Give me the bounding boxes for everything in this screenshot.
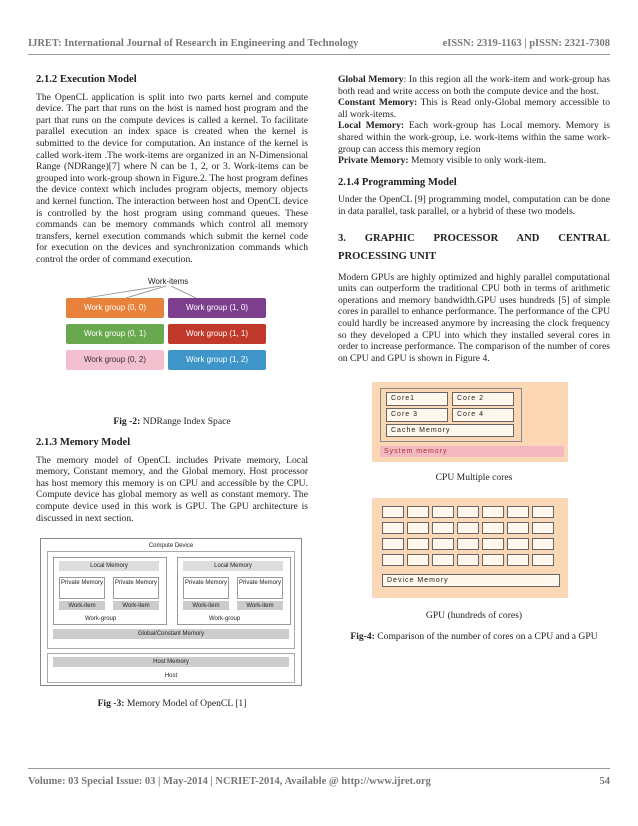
gpu-core xyxy=(482,554,504,566)
fig3-caption xyxy=(36,698,308,710)
work-item-b2: Work-item xyxy=(237,601,283,610)
local-memory-text: Each work-group has Local memory. Memory is shared within the work-group, i.e. work-items within the same work-group can access this memory region xyxy=(338,120,610,155)
gpu-core xyxy=(532,506,554,518)
compute-device-label: Compute Device xyxy=(148,543,194,550)
work-item-a1: Work-item xyxy=(59,601,105,610)
core-4: Core 4 xyxy=(452,408,514,422)
heading-section-3-line1: 3. GRAPHIC PROCESSOR AND CENTRAL xyxy=(338,232,610,244)
fig2-caption-text: NDRange Index Space xyxy=(140,415,231,427)
work-group-0-1: Work group (0, 1) xyxy=(66,324,164,344)
gpu-core xyxy=(457,554,479,566)
gpu-caption: GPU (hundreds of cores) xyxy=(425,609,523,621)
gpu-core xyxy=(407,522,429,534)
gpu-core xyxy=(407,506,429,518)
fig4-caption-text: Comparison of the number of cores on a CPU and a GPU xyxy=(374,631,598,643)
local-memory-def xyxy=(338,120,610,155)
fig2-caption xyxy=(36,416,308,428)
gpu-core xyxy=(457,506,479,518)
gpu-core xyxy=(407,538,429,550)
gpu-core xyxy=(507,506,529,518)
gpu-core xyxy=(532,538,554,550)
private-memory-text: Memory visible to only work-item. xyxy=(408,155,547,167)
right-column xyxy=(338,74,610,643)
heading-section-3 xyxy=(338,230,610,266)
work-group-0-0: Work group (0, 0) xyxy=(66,298,164,318)
heading-programming-model: 2.1.4 Programming Model xyxy=(338,176,457,188)
constant-memory-term: Constant Memory: xyxy=(338,97,418,109)
paragraph-programming-model: Under the OpenCL [9] programming model, computation can be done in data parallel, task parallel, or a hybrid of these two models. xyxy=(338,194,610,217)
header-divider xyxy=(28,54,610,55)
gpu-core xyxy=(532,522,554,534)
gpu-core xyxy=(457,522,479,534)
constant-memory-def xyxy=(338,97,610,120)
device-memory: Device Memory xyxy=(382,574,560,587)
private-memory-term: Private Memory: xyxy=(338,155,409,167)
fig4-caption xyxy=(338,631,610,643)
fig4-caption-label: Fig-4: xyxy=(350,631,375,643)
gpu-core xyxy=(382,506,404,518)
local-memory-b: Local Memory xyxy=(183,561,283,571)
figure-ndrange xyxy=(66,276,266,380)
gpu-core xyxy=(482,522,504,534)
paragraph-execution-model: The OpenCL application is split into two parts kernel and compute device. The part that runs on the host is named host program and the part that runs on the compute devices is called a kernel. To facilitate parallel execution an index space is created when the kernel is submitted to the device for computation. An instance of the kernel is called work-item .The work-items are organized in an N-Dimensional Range (NDRange)[7] where N can be 1, 2, or 3. Work-items can be grouped into work-group shown in Figure.2. The host program defines the device context which includes program objects, memory objects and kernel function. The interaction between host and OpenCL device is controlled by the host program using command queues. These commands can be memory commands which control all memory transfers, kernel execution commands which submit the kernel code for execution on the devices and synchronization commands which control the order of command execution. xyxy=(36,91,308,265)
local-memory-term: Local Memory: xyxy=(338,120,405,132)
cache-memory: Cache Memory xyxy=(386,424,514,437)
gpu-core xyxy=(507,538,529,550)
figure-gpu xyxy=(372,498,568,598)
private-memory-a1: Private Memory xyxy=(59,577,105,599)
global-memory-term: Global Memory xyxy=(338,74,404,85)
gpu-core xyxy=(482,506,504,518)
fig3-caption-text: Memory Model of OpenCL [1] xyxy=(124,698,247,710)
gpu-core xyxy=(407,554,429,566)
work-group-1-0: Work group (1, 0) xyxy=(168,298,266,318)
work-group-label-b: Work-group xyxy=(209,616,241,623)
page-number: 54 xyxy=(599,776,610,787)
global-memory-text: : In this region all the work-item and work-group has both read and write access on both the compute device and the host. xyxy=(338,74,611,97)
page-header xyxy=(28,38,610,49)
journal-name: IJRET: International Journal of Research in Engineering and Technology xyxy=(28,38,359,49)
footer-divider xyxy=(28,768,610,769)
page-footer xyxy=(28,776,610,787)
gpu-core xyxy=(532,554,554,566)
gpu-core xyxy=(432,506,454,518)
paragraph-section-3: Modern GPUs are highly optimized and highly parallel computational units can outperform the traditional CPU both in terms of arithmetic operations and memory bandwidth.GPU uses hundreds [5] of simple cores in parallel to enhance performance. The performance of the CPU could hardly be increased anymore by increasing the clock frequency so they developed a CPU into which they installed several cores in order to increase performance. The comparison of the number of cores on CPU and GPU is shown in Figure 4. xyxy=(338,271,610,364)
heading-execution-model: 2.1.2 Execution Model xyxy=(36,74,137,85)
local-memory-a: Local Memory xyxy=(59,561,159,571)
global-memory-def xyxy=(338,74,610,97)
system-memory: System memory xyxy=(380,446,564,457)
gpu-core xyxy=(382,538,404,550)
gpu-core xyxy=(432,554,454,566)
gpu-core xyxy=(507,554,529,566)
gpu-core xyxy=(457,538,479,550)
global-constant-memory: Global/Constant Memory xyxy=(53,629,289,639)
work-group-0-2: Work group (0, 2) xyxy=(66,350,164,370)
work-group-1-1: Work group (1, 1) xyxy=(168,324,266,344)
work-items-label: Work-items xyxy=(148,276,189,286)
paragraph-memory-model: The memory model of OpenCL includes Private memory, Local memory, Constant memory, and the Global memory. Host processor has host memory this memory is on CPU and accessible by the CPU. Compute device has global memory as well as constant memory. The compute device used in this work is GPU. The GPU architecture is discussed in next section. xyxy=(36,454,308,524)
work-group-1-2: Work group (1, 2) xyxy=(168,350,266,370)
fig2-caption-label: Fig -2: xyxy=(113,415,141,427)
core-1: Core1 xyxy=(386,392,448,406)
issn: eISSN: 2319-1163 | pISSN: 2321-7308 xyxy=(442,38,610,49)
gpu-core xyxy=(382,522,404,534)
work-item-a2: Work-item xyxy=(113,601,159,610)
private-memory-b1: Private Memory xyxy=(183,577,229,599)
footer-volume: Volume: 03 Special Issue: 03 | May-2014 | NCRIET-2014, Available @ http://www.ijret.org xyxy=(28,776,431,787)
fig3-caption-label: Fig -3: xyxy=(97,698,125,710)
private-memory-def xyxy=(338,155,610,167)
host-memory: Host Memory xyxy=(53,657,289,667)
gpu-core xyxy=(432,538,454,550)
heading-section-3-line2: PROCESSING UNIT xyxy=(338,250,437,262)
host-label: Host xyxy=(164,673,178,680)
work-item-b1: Work-item xyxy=(183,601,229,610)
left-column xyxy=(36,74,308,710)
work-group-label-a: Work-group xyxy=(85,616,117,623)
heading-memory-model: 2.1.3 Memory Model xyxy=(36,437,131,449)
private-memory-a2: Private Memory xyxy=(113,577,159,599)
constant-memory-text: This is Read only-Global memory accessible to all work-items. xyxy=(338,97,610,120)
gpu-core xyxy=(432,522,454,534)
figure-cpu xyxy=(372,382,568,462)
gpu-core xyxy=(507,522,529,534)
private-memory-b2: Private Memory xyxy=(237,577,283,599)
gpu-core xyxy=(482,538,504,550)
cpu-caption: CPU Multiple cores xyxy=(435,472,513,484)
core-3: Core 3 xyxy=(386,408,448,422)
figure-memory-model xyxy=(40,538,302,686)
core-2: Core 2 xyxy=(452,392,514,406)
gpu-core xyxy=(382,554,404,566)
